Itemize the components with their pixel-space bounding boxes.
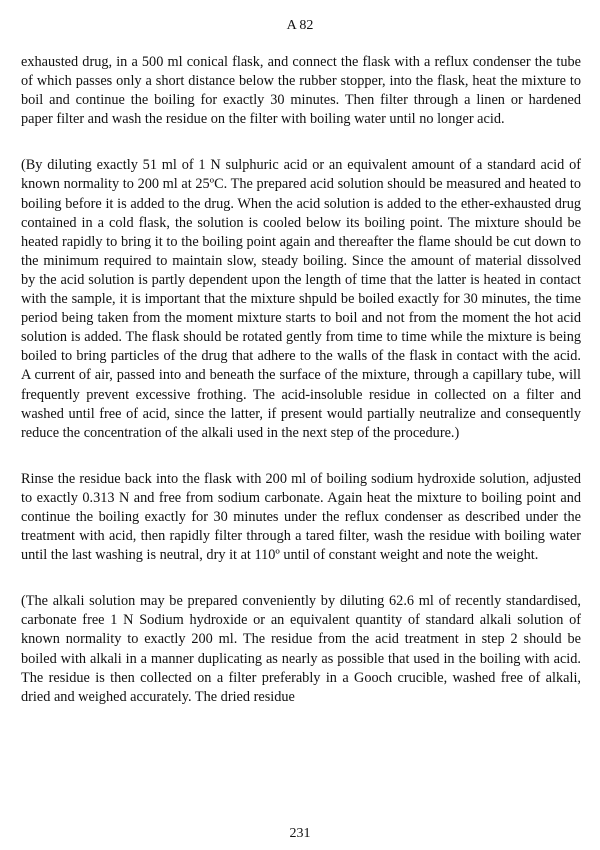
page-header-label: A 82 bbox=[286, 18, 314, 33]
paragraph-alkali-solution-note: (The alkali solution may be prepared conveniently by diluting 62.6 ml of recently standardised, carbonate free 1 N Sodium hydroxide or an equivalent quantity of standard alkali solution of known normality to exactly 200 ml. The residue from the acid treatment in step 2 should be boiled with alkali in a manner duplicating as nearly as possible that used in the boiling with acid. The residue is then collected on a filter preferably in a Gooch crucible, washed free of alkali, dried and weighed accurately. The dried residue bbox=[21, 593, 581, 705]
document-body bbox=[21, 53, 581, 734]
page-number: 231 bbox=[289, 826, 311, 841]
paragraph-alkali-treatment: Rinse the residue back into the flask with 200 ml of boiling sodium hydroxide solution, adjusted to exactly 0.313 N and free from sodium carbonate. Again heat the mixture to boiling point and continue the boiling exactly for 30 minutes under the reflux condenser as described under the treatment with acid, then rapidly filter through a tared filter, wash the residue with boiling water until the last washing is neutral, dry it at 110º until of constant weight and note the weight. bbox=[21, 470, 581, 564]
paragraph-acid-solution-note: (By diluting exactly 51 ml of 1 N sulphuric acid or an equivalent amount of a standard acid of known normality to 200 ml at 25ºC. The prepared acid solution should be measured and heated to boiling before it is added to the drug. When the acid solution is added to the ether-exhausted drug contained in a cold flask, the solution is cooled below its boiling point. The mixture should be heated rapidly to bring it to the boiling point again and thereafter the flame should be cut down to the minimum required to maintain slow, steady boiling. Since the amount of material dissolved by the acid solution is partly dependent upon the length of time that the latter is heated in contact with the sample, it is important that the mixture shpuld be boiled exactly for 30 minutes, the time period being taken from the moment mixture starts to boil and not from the moment the hot acid solution is added. The flask should be rotated gently from time to time while the mixture is being boiled to bring particles of the drug that adhere to the walls of the flask in contact with the acid. A current of air, passed into and beneath the surface of the mixture, through a capillary tube, will frequently prevent excessive frothing. The acid-insoluble residue in collected on a filter and washed until free of acid, since the latter, if present would partially neutralize and consequently reduce the concentration of the alkali used in the next step of the procedure.) bbox=[21, 157, 581, 441]
paragraph-filtration-step: exhausted drug, in a 500 ml conical flask, and connect the flask with a reflux condenser the tube of which passes only a short distance below the rubber stopper, into the flask, heat the mixture to boil and continue the boiling for exactly 30 minutes. Then filter through a linen or hardened paper filter and wash the residue on the filter with boiling water until no longer acid. bbox=[21, 54, 581, 128]
